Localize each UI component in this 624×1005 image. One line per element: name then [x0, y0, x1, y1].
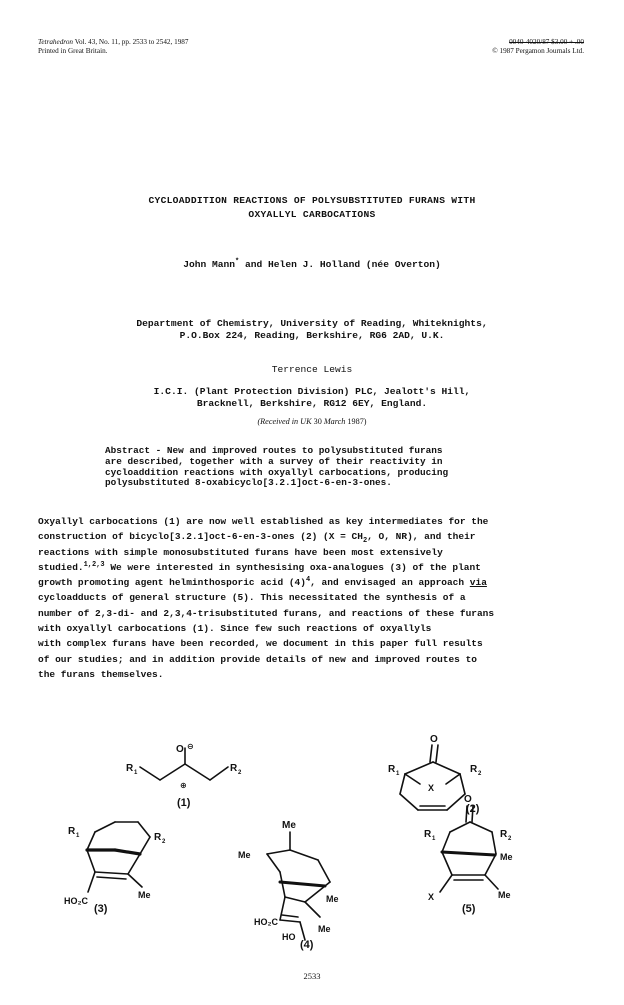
subscript: 1: [76, 833, 80, 839]
methyl-group: Me: [238, 850, 251, 860]
body-text-span: growth promoting agent helminthosporic acid (4): [38, 577, 306, 589]
page-number: 2533: [303, 971, 321, 981]
journal-copyright: [492, 38, 584, 56]
substituent-r2: R: [500, 829, 508, 840]
methyl-group: Me: [138, 890, 151, 900]
body-text-span: , and envisaged an approach: [310, 577, 470, 589]
citation-superscript: 4: [305, 576, 311, 585]
author-first: John Mann: [183, 259, 236, 271]
citation-details: Vol. 43, No. 11, pp. 2533 to 2542, 1987: [74, 38, 189, 46]
body-line: [38, 575, 583, 590]
body-line: Oxyallyl carbocations (1) are now well established as key intermediates for the: [38, 516, 489, 527]
affiliation-ici-line-2: Bracknell, Berkshire, RG12 6EY, England.: [196, 398, 428, 409]
author-line: [0, 258, 624, 270]
price-code: 0040-4020/87 $3.00 + .00: [509, 38, 584, 46]
substituent-r1: R: [68, 826, 76, 837]
structure-5: [440, 806, 498, 892]
journal-name: Tetrahedron: [38, 38, 74, 46]
body-paragraph: [38, 514, 583, 682]
methyl-group: Me: [282, 820, 296, 831]
body-text-span: studied.: [38, 561, 84, 573]
abstract-line-3: cycloaddition reactions with oxyallyl carbocations, producing: [105, 466, 449, 478]
substituent-r1: R: [126, 763, 134, 774]
abstract-line-2: are described, together with a survey of their reactivity in: [105, 455, 443, 467]
received-month: March: [323, 417, 346, 426]
received-day: 30: [313, 417, 322, 426]
subscript: 2: [238, 770, 242, 776]
abstract-line-4: polysubstituted 8-oxabicyclo[3.2.1]oct-6-en-3-ones.: [105, 477, 392, 489]
atom-oxygen: O: [464, 794, 472, 805]
title-line-1: CYCLOADDITION REACTIONS OF POLYSUBSTITUTED FURANS WITH: [148, 195, 476, 206]
corresponding-mark: *: [235, 258, 240, 266]
body-text-span: construction of bicyclo[3.2.1]oct-6-en-3-ones (2) (X = CH: [38, 531, 363, 543]
substituent-r2: R: [230, 763, 238, 774]
affiliation-ici: [0, 386, 624, 410]
chemical-structures-figure: [0, 734, 624, 972]
substituent-x: X: [428, 892, 435, 902]
body-line: with oxyallyl carbocations (1). Since few such reactions of oxyallyls: [38, 623, 432, 635]
methyl-group: Me: [498, 890, 511, 900]
citation-superscript: 1,2,3: [83, 560, 105, 569]
received-date: [0, 417, 624, 426]
substituent-r1: R: [388, 764, 396, 775]
body-text-span: , O, NR), and their: [367, 531, 476, 543]
carboxylic-acid-group: HO₂C: [64, 896, 88, 906]
subscript: 2: [362, 537, 368, 546]
compound-label-1: (1): [177, 797, 191, 809]
compound-label-5: (5): [462, 903, 476, 915]
body-line: number of 2,3-di- and 2,3,4-trisubstituted furans, and reactions of these furans: [38, 607, 495, 619]
abstract: [105, 446, 525, 489]
body-text-span: We were interested in synthesising oxa-analogues (3) of the plant: [104, 561, 481, 573]
subscript: 1: [134, 770, 138, 776]
affiliation-ici-line-1: I.C.I. (Plant Protection Division) PLC, Jealott's Hill,: [153, 386, 471, 397]
compound-label-2: (2): [466, 803, 480, 815]
methyl-group: Me: [318, 924, 331, 934]
received-year: 1987): [347, 417, 367, 426]
bridge-x: X: [428, 783, 435, 793]
structure-3: [87, 822, 150, 892]
structure-1-oxyallyl: [140, 748, 228, 780]
compound-label-3: (3): [94, 903, 108, 915]
journal-citation: [38, 38, 189, 56]
body-line: cycloadducts of general structure (5). This necessitated the synthesis of a: [38, 592, 466, 604]
affiliation-reading: [0, 318, 624, 342]
body-line: reactions with simple monosubstituted furans have been most extensively: [38, 546, 443, 558]
charge-minus: ⊖: [187, 742, 194, 751]
compound-label-4: (4): [300, 939, 314, 951]
subscript: 1: [432, 836, 436, 842]
carboxylic-acid-group: HO₂C: [254, 917, 278, 927]
body-line: of our studies; and in addition provide details of new and improved routes to: [38, 653, 477, 665]
emphasis-via: via: [469, 577, 487, 589]
atom-oxygen: O: [430, 734, 438, 745]
subscript: 2: [508, 836, 512, 842]
structure-2-bicycle: [400, 745, 465, 810]
abstract-line-1: Abstract - New and improved routes to polysubstituted furans: [105, 445, 443, 456]
hydroxyl-group: HO: [282, 932, 296, 942]
author-rest: and Helen J. Holland (née Overton): [245, 259, 441, 271]
subscript: 2: [478, 771, 482, 777]
subscript: 1: [396, 771, 400, 777]
substituent-r1: R: [424, 829, 432, 840]
paper-title: [0, 194, 624, 222]
body-line: [38, 529, 583, 544]
subscript: 2: [162, 839, 166, 845]
body-line: with complex furans have been recorded, we document in this paper full results: [38, 638, 483, 650]
copyright-line: © 1987 Pergamon Journals Ltd.: [492, 47, 584, 55]
substituent-r2: R: [154, 832, 162, 843]
body-line: the furans themselves.: [38, 668, 164, 680]
atom-oxygen: O: [176, 744, 184, 755]
methyl-group: Me: [500, 852, 513, 862]
substituent-r2: R: [470, 764, 478, 775]
received-prefix: (Received in UK: [257, 417, 312, 426]
charge-plus: ⊕: [180, 781, 187, 790]
author-lewis: Terrence Lewis: [271, 364, 353, 375]
printed-note: Printed in Great Britain.: [38, 47, 108, 55]
affiliation-reading-line-1: Department of Chemistry, University of Reading, Whiteknights,: [136, 318, 488, 329]
title-line-2: OXYALLYL CARBOCATIONS: [248, 209, 376, 220]
methyl-group: Me: [326, 894, 339, 904]
affiliation-reading-line-2: P.O.Box 224, Reading, Berkshire, RG6 2AD, U.K.: [179, 330, 445, 341]
body-line: [38, 560, 583, 575]
